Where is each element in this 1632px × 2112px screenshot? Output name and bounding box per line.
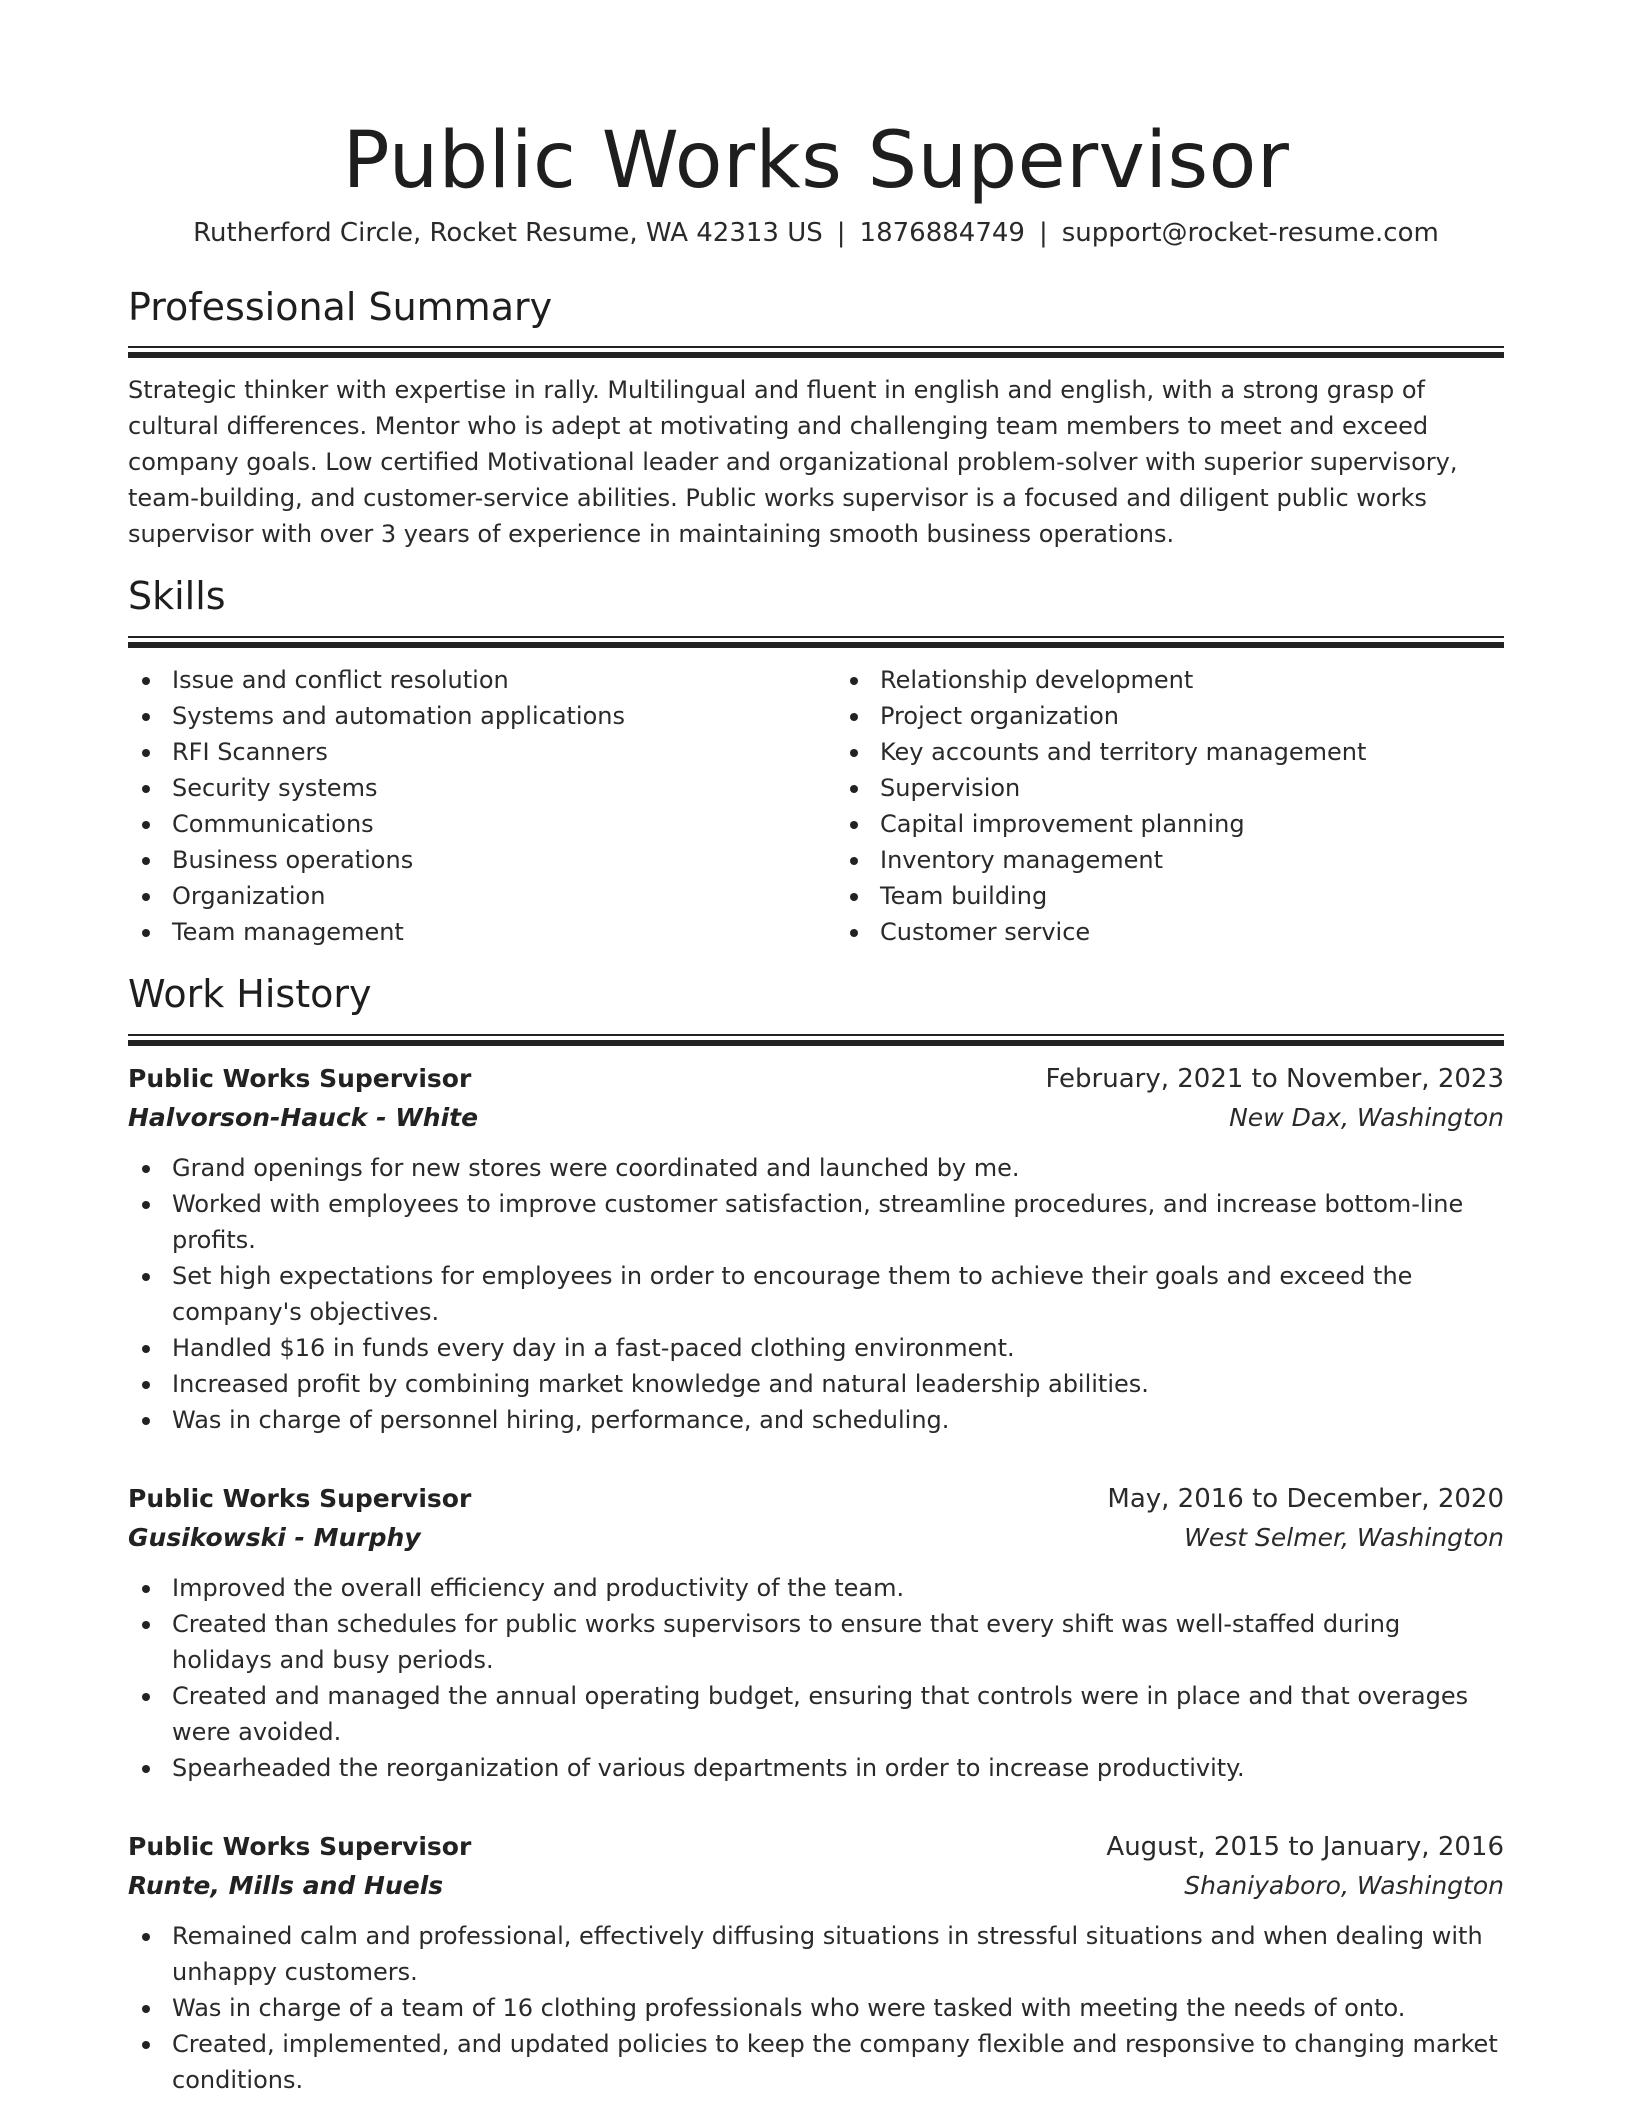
contact-address: Rutherford Circle, Rocket Resume, WA 42313 US (193, 218, 823, 248)
job-bullet: Grand openings for new stores were coordinated and launched by me. (128, 1150, 1504, 1186)
job-dates: August, 2015 to January, 2016 (1106, 1831, 1504, 1862)
skill-item: Customer service (836, 914, 1504, 950)
contact-email: support@rocket-resume.com (1061, 218, 1439, 248)
skill-item: Relationship development (836, 662, 1504, 698)
job-company-row (128, 1518, 1504, 1558)
job-company: Gusikowski - Murphy (128, 1522, 421, 1552)
skill-item: Team management (128, 914, 796, 950)
job-bullet: Set high expectations for employees in order to encourage them to achieve their goals and exceed the company's objectives. (128, 1258, 1504, 1330)
skills-list-left (128, 662, 796, 950)
summary-text: Strategic thinker with expertise in rally. Multilingual and fluent in english and english, with a strong grasp of cultural differences. Mentor who is adept at motivating and challenging team members to meet and exceed company goals. Low certified Motivational leader and organizational problem-solver with superior supervisory, team-building, and customer-service abilities. Public works supervisor is a focused and diligent public works supervisor with over 3 years of experience in maintaining smooth business operations. (128, 376, 1458, 549)
summary-heading: Professional Summary (128, 284, 553, 329)
job-title: Public Works Supervisor (128, 1063, 472, 1093)
job-entry (128, 1060, 1504, 1438)
job-header-row (128, 1060, 1504, 1098)
resume-name: Public Works Supervisor (342, 116, 1290, 206)
skill-item: Capital improvement planning (836, 806, 1504, 842)
job-header-row (128, 1828, 1504, 1866)
job-bullet: Increased profit by combining market knowledge and natural leadership abilities. (128, 1366, 1504, 1402)
job-bullet: Handled $16 in funds every day in a fast-paced clothing environment. (128, 1330, 1504, 1366)
job-dates: May, 2016 to December, 2020 (1107, 1483, 1504, 1514)
job-location: Shaniyaboro, Washington (1184, 1870, 1504, 1900)
work-history-list (128, 1060, 1504, 2098)
job-bullet: Created than schedules for public works supervisors to ensure that every shift was well-staffed during holidays and busy periods. (128, 1606, 1504, 1678)
skill-item: Business operations (128, 842, 796, 878)
skill-item: Organization (128, 878, 796, 914)
job-company-row (128, 1866, 1504, 1906)
work-heading: Work History (128, 971, 372, 1016)
skill-item: Key accounts and territory management (836, 734, 1504, 770)
skills-list-right (836, 662, 1504, 950)
job-bullets (128, 1918, 1504, 2098)
contact-separator: | (1038, 218, 1048, 248)
contact-line (128, 217, 1504, 251)
skill-item: Inventory management (836, 842, 1504, 878)
skill-item: Supervision (836, 770, 1504, 806)
skill-item: RFI Scanners (128, 734, 796, 770)
job-dates: February, 2021 to November, 2023 (1045, 1063, 1504, 1094)
skills-section (128, 574, 1504, 950)
skill-item: Project organization (836, 698, 1504, 734)
job-entry (128, 1480, 1504, 1786)
summary-section (128, 285, 1504, 553)
job-title: Public Works Supervisor (128, 1483, 472, 1513)
job-location: New Dax, Washington (1229, 1102, 1504, 1132)
job-header-row (128, 1480, 1504, 1518)
skills-heading: Skills (128, 574, 226, 619)
job-bullets (128, 1570, 1504, 1786)
job-company-row (128, 1098, 1504, 1138)
job-bullet: Was in charge of personnel hiring, performance, and scheduling. (128, 1402, 1504, 1438)
section-divider (128, 346, 1504, 358)
section-divider (128, 636, 1504, 648)
job-bullet: Remained calm and professional, effectively diffusing situations in stressful situations and when dealing with unhappy customers. (128, 1918, 1504, 1990)
skill-item: Issue and conflict resolution (128, 662, 796, 698)
work-section (128, 972, 1504, 2098)
section-divider (128, 1034, 1504, 1046)
contact-separator: | (836, 218, 846, 248)
job-bullet: Spearheaded the reorganization of various departments in order to increase productivity. (128, 1750, 1504, 1786)
skills-columns (128, 662, 1504, 950)
contact-phone: 1876884749 (859, 218, 1025, 248)
skill-item: Team building (836, 878, 1504, 914)
skill-item: Security systems (128, 770, 796, 806)
job-bullet: Created and managed the annual operating budget, ensuring that controls were in place and that overages were avoided. (128, 1678, 1504, 1750)
job-bullet: Was in charge of a team of 16 clothing professionals who were tasked with meeting the needs of onto. (128, 1990, 1504, 2026)
job-bullet: Created, implemented, and updated policies to keep the company flexible and responsive to changing market conditions. (128, 2026, 1504, 2098)
job-title: Public Works Supervisor (128, 1831, 472, 1861)
job-company: Runte, Mills and Huels (128, 1870, 444, 1900)
skill-item: Systems and automation applications (128, 698, 796, 734)
skill-item: Communications (128, 806, 796, 842)
job-entry (128, 1828, 1504, 2098)
job-company: Halvorson-Hauck - White (128, 1102, 479, 1132)
job-bullets (128, 1150, 1504, 1438)
job-bullet: Worked with employees to improve customer satisfaction, streamline procedures, and increase bottom-line profits. (128, 1186, 1504, 1258)
job-bullet: Improved the overall efficiency and productivity of the team. (128, 1570, 1504, 1606)
job-location: West Selmer, Washington (1184, 1522, 1504, 1552)
